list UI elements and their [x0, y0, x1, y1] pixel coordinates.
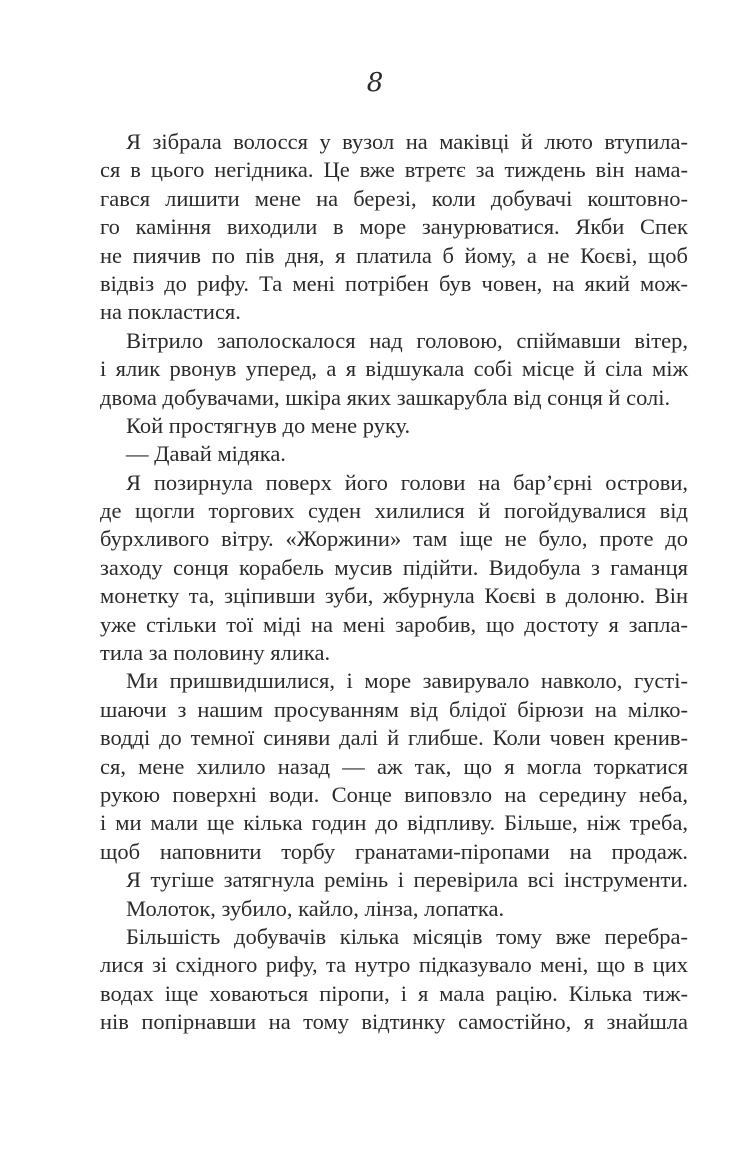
text-line-content: де щогли торгових суден хилилися й погойдувалися від	[100, 498, 688, 524]
text-line	[100, 639, 688, 667]
text-line	[100, 554, 688, 582]
text-line-content: Молоток, зубило, кайло, лінза, лопатка.	[126, 895, 505, 921]
text-line-content: водді до темної синяви далі й глибше. Коли човен кренив-	[100, 725, 688, 751]
text-line-content: монетку та, зціпивши зуби, жбурнула Коєві в долоню. Він	[100, 583, 688, 609]
text-line	[100, 384, 688, 412]
text-line-content: водах іще ховаються піропи, і я мала рацію. Кілька тиж-	[100, 980, 688, 1006]
text-line	[100, 753, 688, 781]
text-line-content: рукою поверхні води. Сонце виповзло на середину неба,	[100, 781, 688, 807]
text-line-content: щоб наповнити торбу гранатами-піропами на продаж.	[100, 838, 688, 864]
text-line-content: Більшість добувачів кілька місяців тому вже перебра-	[126, 923, 688, 949]
text-line-content: двома добувачами, шкіра яких зашкарубла від сонця й солі.	[100, 384, 671, 410]
text-line	[100, 525, 688, 553]
text-line	[100, 951, 688, 979]
text-line	[100, 242, 688, 270]
text-line	[100, 611, 688, 639]
text-line	[100, 895, 688, 923]
body-text	[100, 128, 688, 1037]
text-line	[100, 213, 688, 241]
text-line-content: тила за половину ялика.	[100, 640, 331, 666]
text-line	[100, 497, 688, 525]
text-line	[100, 128, 688, 156]
text-line	[100, 838, 688, 866]
text-line-content: нів попірнавши на тому відтинку самостійно, я знайшла	[100, 1009, 688, 1035]
text-line	[100, 866, 688, 894]
text-line	[100, 185, 688, 213]
text-line-content: і ялик рвонув уперед, а я відшукала собі місце й сіла між	[100, 356, 688, 382]
text-line-content: Я позирнула поверх його голови на бар’єрні острови,	[126, 469, 688, 495]
text-line	[100, 469, 688, 497]
text-line	[100, 355, 688, 383]
text-line	[100, 327, 688, 355]
text-line-content: лися зі східного рифу, та нутро підказувало мені, що в цих	[100, 952, 688, 978]
text-line	[100, 696, 688, 724]
text-line-content: го каміння виходили в море занурюватися. Якби Спек	[100, 214, 688, 240]
text-line	[100, 412, 688, 440]
text-line-content: і ми мали ще кілька годин до відпливу. Більше, ніж треба,	[100, 810, 688, 836]
text-line-content: на покластися.	[100, 299, 241, 325]
text-line	[100, 980, 688, 1008]
text-line	[100, 923, 688, 951]
text-line-content: бурхливого вітру. «Жоржини» там іще не було, проте до	[100, 526, 688, 552]
text-line	[100, 582, 688, 610]
text-line	[100, 809, 688, 837]
text-line-content: ся, мене хилило назад — аж так, що я могла торкатися	[100, 753, 688, 779]
text-line-content: шаючи з нашим просуванням від блідої бірюзи на мілко-	[100, 696, 688, 722]
text-line-content: — Давай мідяка.	[126, 441, 286, 467]
text-line	[100, 298, 688, 326]
text-line-content: Кой простягнув до мене руку.	[126, 412, 411, 438]
text-line-content: не пиячив по пів дня, я платила б йому, а не Коєві, щоб	[100, 242, 688, 268]
text-line	[100, 667, 688, 695]
text-line-content: відвіз до рифу. Та мені потрібен був човен, на який мож-	[100, 270, 688, 296]
page-number: 8	[366, 68, 384, 98]
text-line-content: Ми пришвидшилися, і море завирувало навколо, густі-	[126, 668, 688, 694]
text-line-content: уже стільки тої міді на мені заробив, що достоту я запла-	[100, 611, 688, 637]
text-line	[100, 440, 688, 468]
text-line	[100, 1008, 688, 1036]
text-line	[100, 724, 688, 752]
text-line-content: Я зібрала волосся у вузол на маківці й люто втупила-	[126, 129, 688, 154]
text-line-content: ся в цього негідника. Це вже втретє за тиждень він нама-	[100, 157, 688, 183]
text-line-content: Я тугіше затягнула ремінь і перевірила всі інструменти.	[126, 867, 688, 893]
text-line-content: гався лишити мене на березі, коли добувачі коштовно-	[100, 185, 688, 211]
text-line	[100, 156, 688, 184]
text-line-content: заходу сонця корабель мусив підійти. Видобула з гаманця	[100, 554, 688, 580]
text-line	[100, 270, 688, 298]
text-line-content: Вітрило заполоскалося над головою, спіймавши вітер,	[126, 327, 688, 353]
text-line	[100, 781, 688, 809]
